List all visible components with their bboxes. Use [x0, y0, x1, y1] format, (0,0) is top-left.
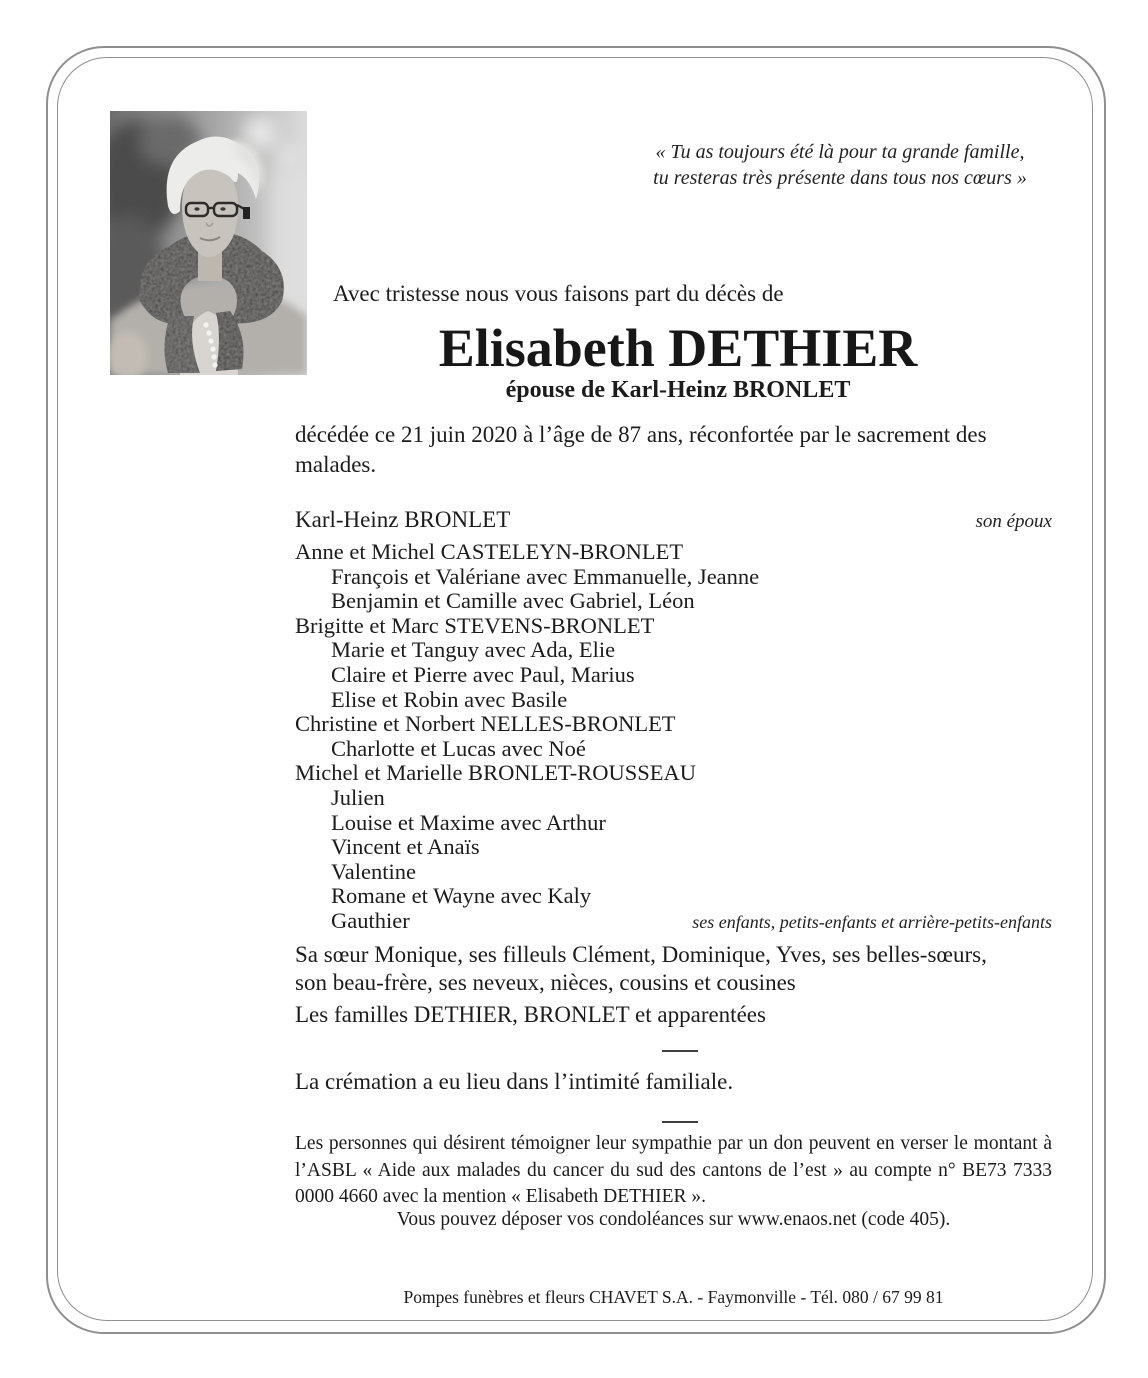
deceased-name: Elisabeth DETHIER: [438, 318, 918, 378]
family-line: Julien: [331, 784, 385, 810]
family-line: Charlotte et Lucas avec Noé: [331, 735, 586, 761]
relatives-paragraph: Sa sœur Monique, ses filleuls Clément, Dominique, Yves, ses belles-sœurs, son beau-frère, ses neveux, nièces, cousins et cousines: [295, 942, 987, 995]
family-line: Michel et Marielle BRONLET-ROUSSEAU: [295, 760, 697, 786]
husband-relation-label: son époux: [975, 511, 1052, 532]
spouse-line: épouse de Karl-Heinz BRONLET: [505, 377, 851, 403]
family-line: François et Valériane avec Emmanuelle, Jeanne: [331, 563, 760, 589]
death-notice: décédée ce 21 juin 2020 à l’âge de 87 ans, réconfortée par le sacrement des malades.: [295, 422, 987, 477]
family-line: Louise et Maxime avec Arthur: [331, 809, 606, 835]
husband-row: [295, 507, 1052, 533]
cremation-line: La crémation a eu lieu dans l’intimité familiale.: [295, 1069, 734, 1094]
quote-line-1: « Tu as toujours été là pour ta grande famille,: [655, 141, 1025, 163]
divider-dash: [662, 1050, 698, 1052]
divider-dash: [662, 1121, 698, 1123]
announcement-intro: Avec tristesse nous vous faisons part du décès de: [333, 281, 784, 306]
family-line: Valentine: [331, 858, 416, 884]
condolences-line: Vous pouvez déposer vos condoléances sur www.enaos.net (code 405).: [396, 1209, 951, 1230]
family-line: Anne et Michel CASTELEYN-BRONLET: [295, 539, 684, 564]
family-line: Christine et Norbert NELLES-BRONLET: [295, 711, 676, 737]
family-list: [295, 540, 1052, 935]
families-line: Les familles DETHIER, BRONLET et apparentées: [295, 1002, 766, 1027]
donation-paragraph: Les personnes qui désirent témoigner leur sympathie par un don peuvent en verser le montant à l’ASBL « Aide aux malades du cancer du sud des cantons de l’est » au compte n° BE73 7333 0000 4660 avec la mention « Elisabeth DETHIER ».: [295, 1133, 1052, 1207]
family-line: Gauthier: [331, 907, 410, 933]
memorial-quote: [620, 139, 1060, 191]
family-line-last: [295, 909, 1052, 935]
quote-line-2: tu resteras très présente dans tous nos cœurs »: [653, 167, 1027, 189]
husband-name: Karl-Heinz BRONLET: [295, 507, 511, 532]
family-line: Claire et Pierre avec Paul, Marius: [331, 661, 635, 687]
family-line: Elise et Robin avec Basile: [331, 686, 568, 712]
family-line: Benjamin et Camille avec Gabriel, Léon: [331, 588, 695, 614]
family-line: Romane et Wayne avec Kaly: [331, 883, 592, 909]
family-line: Vincent et Anaïs: [331, 834, 480, 860]
family-line: Brigitte et Marc STEVENS-BRONLET: [295, 612, 655, 638]
children-relation-label: ses enfants, petits-enfants et arrière-petits-enfants: [692, 911, 1052, 932]
funeral-home-footer: Pompes funèbres et fleurs CHAVET S.A. - Faymonville - Tél. 080 / 67 99 81: [403, 1287, 944, 1307]
family-line: Marie et Tanguy avec Ada, Elie: [331, 637, 616, 663]
